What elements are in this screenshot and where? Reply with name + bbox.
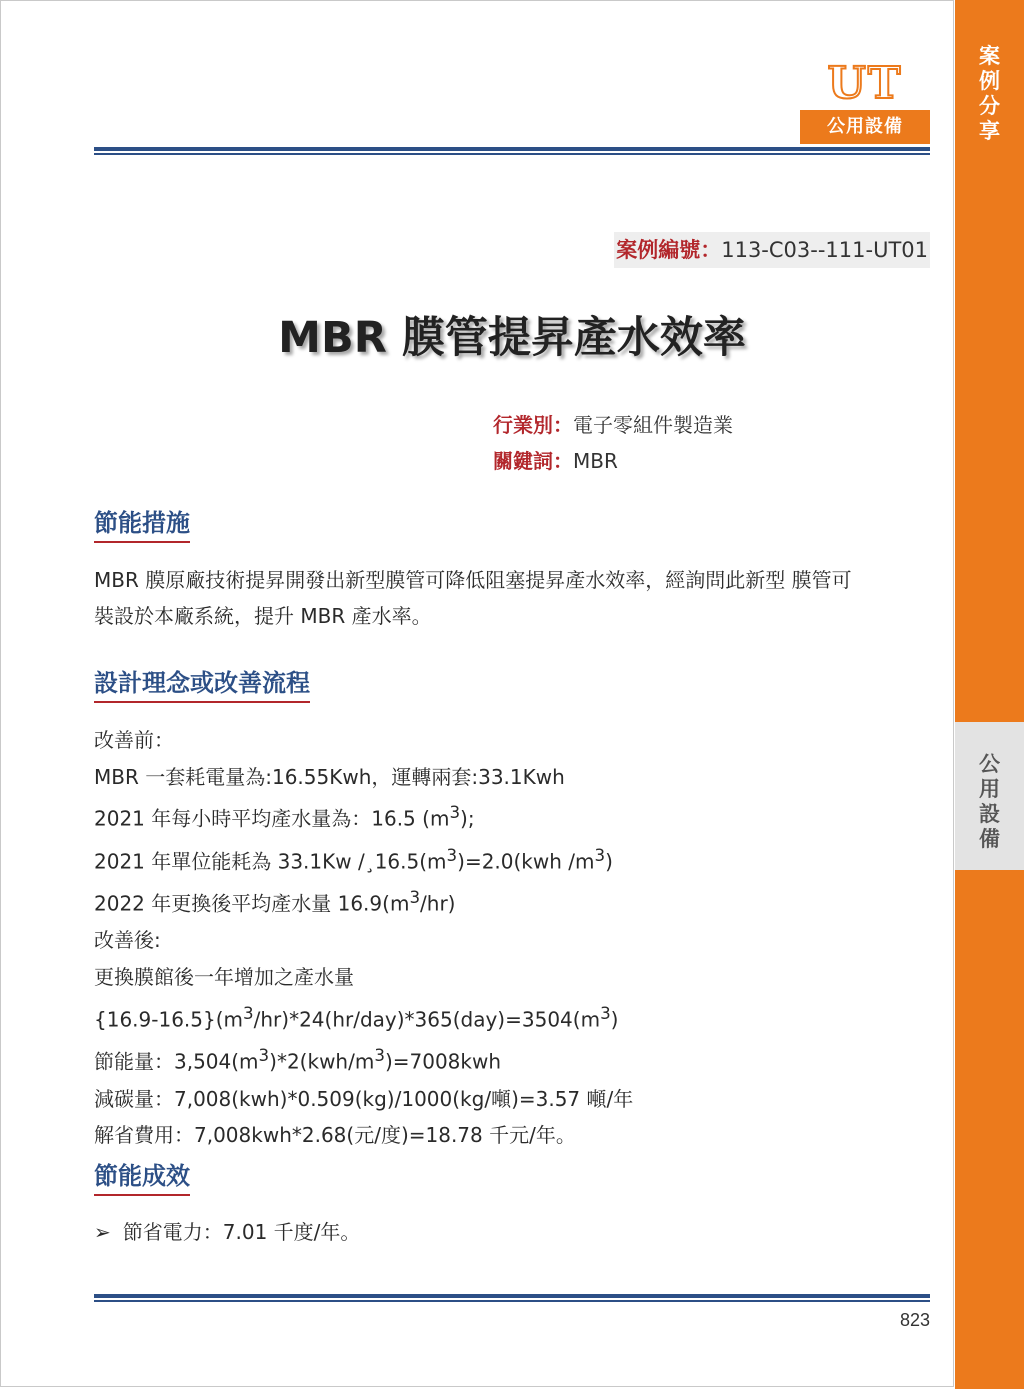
industry-value: 電子零組件製造業 — [573, 413, 733, 437]
calc-line: 2021 年每小時平均產水量為：16.5 $(m^3)$; — [94, 803, 475, 832]
side-char: 設 — [979, 802, 1000, 826]
measures-line: MBR 膜原廠技術提昇開發出新型膜管可降低阻塞提昇產水效率，經詢問此新型 膜管可 — [94, 568, 852, 592]
calc-line: MBR 一套耗電量為:16.55Kwh，運轉兩套:33.1Kwh — [94, 764, 565, 789]
case-number — [614, 232, 930, 268]
calc-line: 減碳量：7,008(kwh)*0.509(kg)/1000(kg/噸)=3.57 噸/年 — [94, 1086, 634, 1111]
calc-line: 更換膜館後一年增加之產水量 — [94, 965, 354, 990]
side-char: 例 — [979, 69, 1000, 93]
after-label: 改善後: — [94, 928, 161, 953]
case-number-label: 案例編號： — [616, 238, 722, 262]
page-title: MBR 膜管提昇產水效率 — [278, 313, 746, 363]
calc-line: $\{16.9-16.5\}(m^3/hr)*24(hr/day)*365(day)=3504(m^3)$ — [94, 1003, 619, 1032]
section-heading-results: 節能成效 — [94, 1159, 190, 1196]
ut-logo-tag: 公用設備 — [800, 110, 930, 144]
calculation-block — [94, 722, 934, 1154]
header-rule — [94, 147, 930, 155]
calc-line: 2021 年單位能耗為 33.1Kw $/¸16.5(m^3)=2.0(kwh$ $/m^3$) — [94, 845, 613, 874]
side-char: 分 — [979, 94, 1000, 118]
side-tab-public-equipment-label — [955, 752, 1024, 852]
case-number-value: 113-C03--111-UT01 — [721, 238, 928, 262]
side-char: 備 — [979, 827, 1000, 851]
keyword-meta — [493, 446, 618, 476]
calc-line: 解省費用：7,008kwh*2.68(元/度)=18.78 千元/年。 — [94, 1123, 576, 1148]
measures-paragraph — [94, 562, 934, 634]
keyword-label: 關鍵詞： — [493, 449, 573, 473]
section-heading-design: 設計理念或改善流程 — [94, 666, 310, 703]
footer-rule — [94, 1294, 930, 1302]
keyword-value: MBR — [573, 449, 618, 473]
side-char: 案 — [979, 44, 1000, 68]
side-char: 享 — [979, 119, 1000, 143]
industry-label: 行業別： — [493, 413, 573, 437]
calc-line: 2022 年更換後平均產水量 $16.9(m^3/hr)$ — [94, 888, 456, 916]
industry-meta — [493, 410, 733, 440]
section-heading-measures: 節能措施 — [94, 506, 190, 543]
side-tab-filler — [955, 870, 1024, 1389]
measures-line: 裝設於本廠系統，提升 MBR 產水率。 — [94, 604, 432, 628]
results-bullet — [94, 1214, 360, 1250]
side-tab-case-share-label — [955, 44, 1024, 144]
side-tab-strip — [955, 0, 1024, 1389]
calc-line: 節能量：$3,504(m^3)*2(kwh/m^3)=7008kwh$ — [94, 1046, 502, 1074]
page-number: 823 — [899, 1310, 930, 1330]
bullet-arrow-icon: ➢ — [94, 1220, 111, 1244]
results-bullet-text: 節省電力：7.01 千度/年。 — [122, 1220, 361, 1244]
ut-logo-letters: UT — [827, 58, 903, 109]
side-char: 用 — [979, 777, 1000, 801]
before-label: 改善前： — [94, 728, 174, 752]
side-char: 公 — [979, 752, 1000, 776]
ut-logo — [800, 58, 930, 144]
